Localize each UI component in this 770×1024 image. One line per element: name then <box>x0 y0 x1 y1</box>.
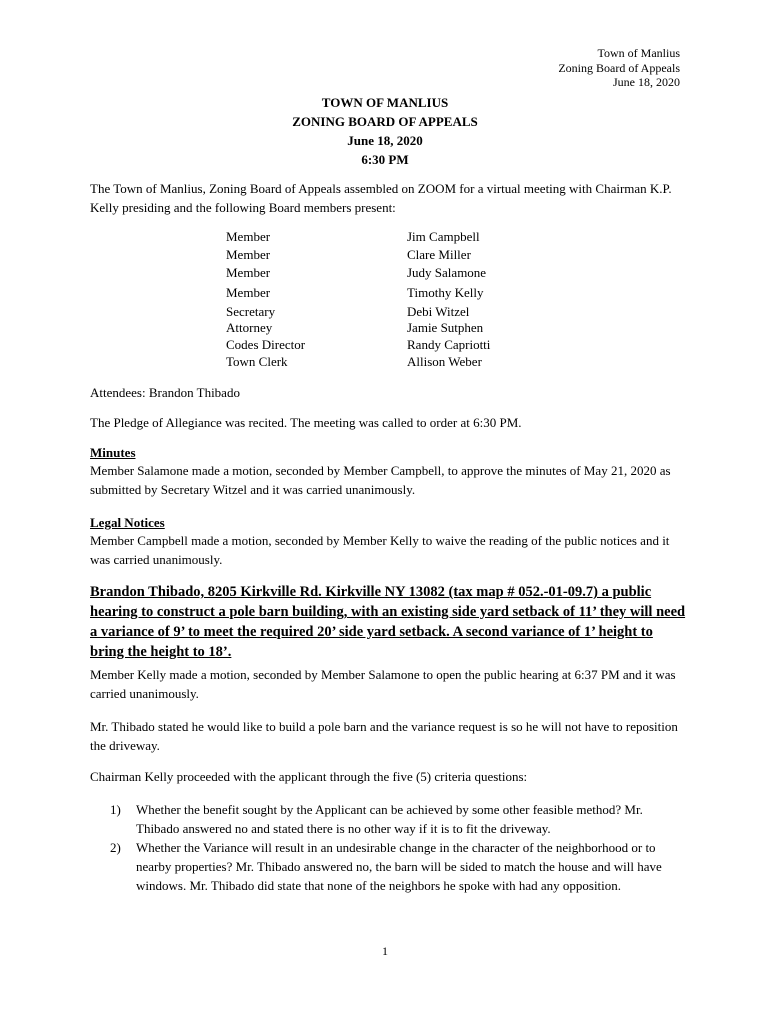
list-item-number: 1) <box>110 802 121 817</box>
roster-role: Member <box>226 229 271 244</box>
legal-notices-paragraph: Member Campbell made a motion, seconded by Member Kelly to waive the reading of the public notices and it was carried unanimously. <box>90 533 670 567</box>
title-line-4: 6:30 PM <box>361 152 409 167</box>
attendees-line: Attendees: Brandon Thibado <box>90 385 240 400</box>
list-item-text: Whether the Variance will result in an undesirable change in the character of the neighborhood or to nearby properties? Mr. Thibado answered no, the barn will be sided to match the house and will have windows. Mr. Thibado did state that none of the neighbors he spoke with had any opposition. <box>136 840 662 893</box>
roster-role: Member <box>226 265 271 280</box>
hearing-motion-paragraph: Member Kelly made a motion, seconded by Member Salamone to open the public hearing at 6:37 PM and it was carried unanimously. <box>90 667 676 701</box>
legal-notices-heading-text: Legal Notices <box>90 515 165 530</box>
hearing-heading: Brandon Thibado, 8205 Kirkville Rd. Kirkville NY 13082 (tax map # 052.-01-09.7) a public hearing to construct a pole barn building, with an existing side yard setback of 11’ they will need a variance of 9’ to meet the required 20’ side yard setback. A second variance of 1’ height to bring the height to 18’. <box>90 584 686 660</box>
roster-role: Member <box>226 285 271 300</box>
document-title <box>0 93 770 169</box>
running-header <box>558 46 680 90</box>
criteria-intro-paragraph: Chairman Kelly proceeded with the applicant through the five (5) criteria questions: <box>90 769 528 784</box>
thibado-statement-paragraph: Mr. Thibado stated he would like to build a pole barn and the variance request is so he will not have to reposition the driveway. <box>90 719 678 753</box>
pledge-paragraph: The Pledge of Allegiance was recited. The meeting was called to order at 6:30 PM. <box>90 415 522 430</box>
roster-role: Attorney <box>226 320 273 335</box>
header-line-1: Town of Manlius <box>597 46 680 60</box>
roster-role: Codes Director <box>226 337 306 352</box>
list-item-number: 2) <box>110 840 121 855</box>
title-line-2: ZONING BOARD OF APPEALS <box>292 114 478 129</box>
roster-name: Jim Campbell <box>407 229 480 244</box>
header-line-2: Zoning Board of Appeals <box>558 60 680 75</box>
minutes-heading <box>90 443 690 462</box>
roster-name: Jamie Sutphen <box>407 320 484 335</box>
page-number: 1 <box>382 944 388 958</box>
list-item-text: Whether the benefit sought by the Applicant can be achieved by some other feasible method? Mr. Thibado answered no and stated there is no other way if it is to fit the driveway. <box>136 802 643 836</box>
roster-name: Clare Miller <box>407 247 471 262</box>
roster-name: Allison Weber <box>407 354 482 369</box>
roster-role: Member <box>226 247 271 262</box>
roster-name: Timothy Kelly <box>407 285 484 300</box>
minutes-paragraph: Member Salamone made a motion, seconded by Member Campbell, to approve the minutes of May 21, 2020 as submitted by Secretary Witzel and it was carried unanimously. <box>90 463 671 497</box>
minutes-heading-text: Minutes <box>90 445 136 460</box>
title-line-1: TOWN OF MANLIUS <box>321 95 449 110</box>
roster-role: Secretary <box>226 304 276 319</box>
roster-name: Randy Capriotti <box>407 337 491 352</box>
header-line-3: June 18, 2020 <box>613 75 680 89</box>
roster-name: Judy Salamone <box>407 265 487 280</box>
title-line-3: June 18, 2020 <box>347 133 423 148</box>
legal-notices-heading <box>90 513 690 532</box>
roster-role: Town Clerk <box>226 354 288 369</box>
roster-name: Debi Witzel <box>407 304 470 319</box>
intro-paragraph: The Town of Manlius, Zoning Board of Appeals assembled on ZOOM for a virtual meeting with Chairman K.P. Kelly presiding and the following Board members present: <box>90 181 672 215</box>
